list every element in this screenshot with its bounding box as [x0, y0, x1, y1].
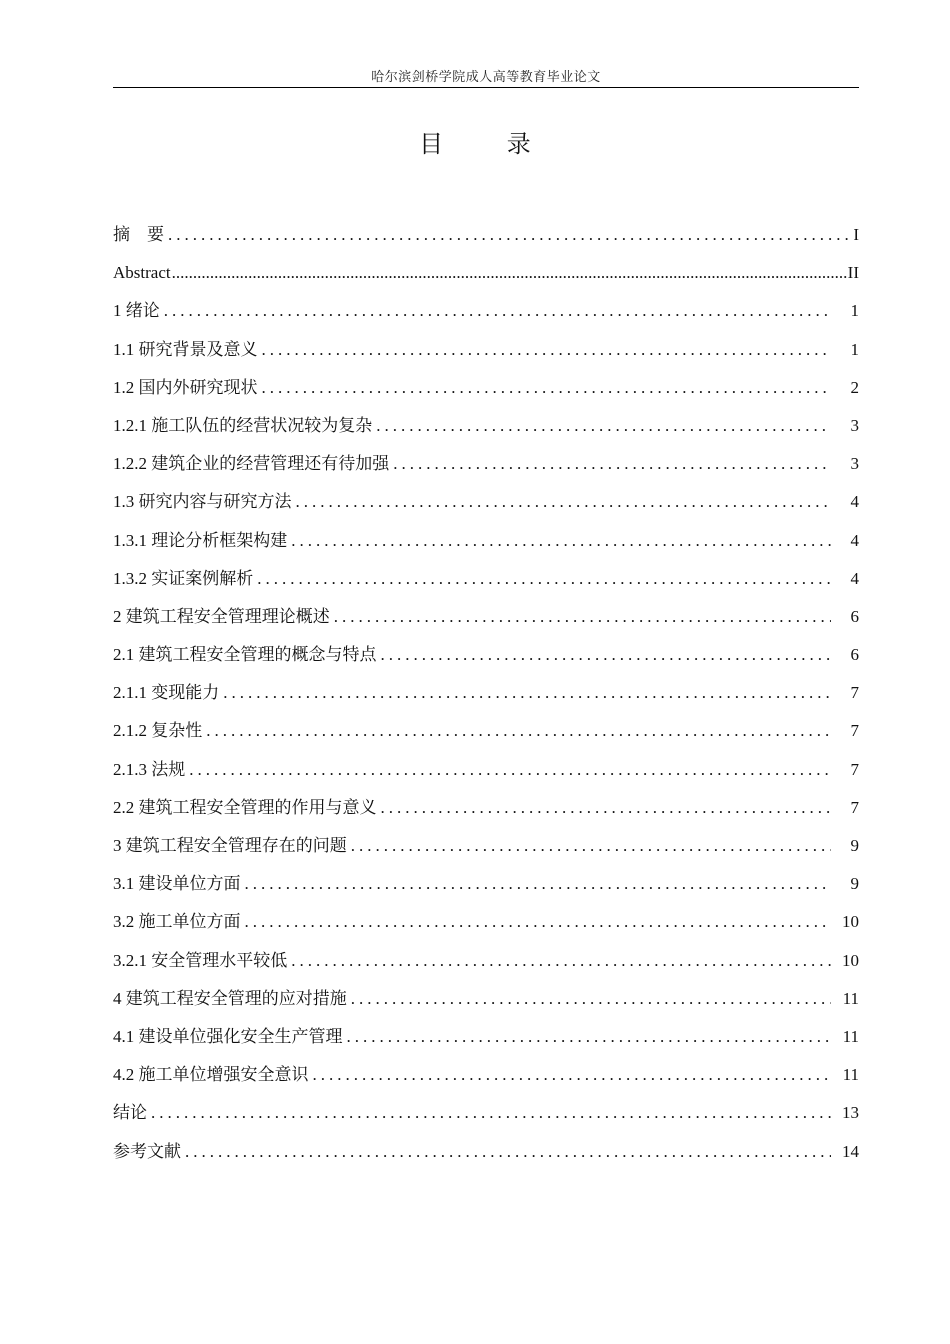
- toc-entry[interactable]: [113, 331, 859, 369]
- toc-entry[interactable]: [113, 483, 859, 521]
- toc-dot-leader: [351, 980, 831, 1018]
- toc-entry-label: 4.1 建设单位强化安全生产管理: [113, 1026, 343, 1046]
- toc-entry-label: 3 建筑工程安全管理存在的问题: [113, 836, 347, 855]
- toc-dot-leader: [223, 674, 831, 712]
- toc-entry-page: 13: [842, 1103, 859, 1123]
- toc-dot-leader: [381, 789, 832, 827]
- toc-dot-leader: [381, 636, 832, 674]
- toc-entry-page: 9: [850, 874, 859, 894]
- toc-dot-leader: [347, 1018, 832, 1056]
- toc-entry-label: 摘 要: [113, 225, 164, 244]
- toc-entry-page: 1: [850, 301, 859, 321]
- toc-entry[interactable]: [113, 903, 859, 941]
- toc-entry[interactable]: [113, 1018, 859, 1056]
- toc-entry[interactable]: [113, 445, 859, 483]
- toc-entry-label: 3.1 建设单位方面: [113, 874, 241, 894]
- toc-dot-leader: [291, 942, 831, 980]
- toc-entry-label: 1.2 国内外研究现状: [113, 377, 258, 397]
- toc-entry-page: 11: [842, 988, 859, 1008]
- toc-entry-label: 4.2 施工单位增强安全意识: [113, 1065, 309, 1085]
- toc-entry[interactable]: [113, 1133, 859, 1171]
- toc-entry-page: I: [853, 225, 859, 244]
- toc-entry-page: II: [847, 263, 859, 283]
- table-of-contents: [113, 216, 859, 1171]
- toc-entry[interactable]: [113, 560, 859, 598]
- toc-entry-label: 1.3.2 实证案例解析: [113, 568, 254, 588]
- toc-entry-page: 6: [850, 645, 859, 665]
- toc-dot-leader: [291, 522, 831, 560]
- toc-entry-label: 结论: [113, 1103, 147, 1123]
- toc-entry[interactable]: [113, 865, 859, 903]
- toc-entry[interactable]: [113, 980, 859, 1018]
- toc-entry-label: 2.1 建筑工程安全管理的概念与特点: [113, 645, 377, 665]
- toc-entry[interactable]: [113, 522, 859, 560]
- toc-entry-page: 4: [850, 492, 859, 512]
- toc-entry[interactable]: [113, 216, 859, 254]
- toc-entry-page: 4: [850, 530, 859, 550]
- toc-entry-label: 2.1.3 法规: [113, 759, 186, 779]
- toc-entry-label: 2.2 建筑工程安全管理的作用与意义: [113, 797, 377, 817]
- toc-entry-page: 11: [842, 1065, 859, 1085]
- toc-dot-leader: [262, 331, 832, 369]
- running-header: 哈尔滨剑桥学院成人高等教育毕业论文: [371, 69, 601, 84]
- page-title: 目 录: [419, 130, 559, 158]
- toc-entry-label: 1.3.1 理论分析框架构建: [113, 530, 288, 550]
- toc-entry-page: 7: [850, 721, 859, 741]
- toc-entry[interactable]: [113, 1056, 859, 1094]
- toc-entry[interactable]: [113, 751, 859, 789]
- toc-dot-leader: [296, 483, 832, 521]
- toc-entry-page: 7: [850, 683, 859, 703]
- toc-entry-label: 2.1.2 复杂性: [113, 721, 203, 741]
- toc-entry-page: 10: [842, 912, 859, 932]
- toc-dot-leader: [172, 254, 847, 292]
- toc-dot-leader: [262, 369, 832, 407]
- toc-dot-leader: [376, 407, 831, 445]
- toc-entry-label: 2 建筑工程安全管理理论概述: [113, 606, 330, 626]
- toc-entry-page: 6: [850, 606, 859, 626]
- header-rule: [113, 87, 859, 88]
- toc-entry[interactable]: [113, 712, 859, 750]
- toc-entry[interactable]: [113, 407, 859, 445]
- toc-entry[interactable]: [113, 254, 859, 292]
- toc-entry[interactable]: [113, 636, 859, 674]
- toc-entry-page: 10: [842, 950, 859, 970]
- toc-dot-leader: [313, 1056, 832, 1094]
- toc-entry[interactable]: [113, 789, 859, 827]
- toc-dot-leader: [334, 598, 831, 636]
- toc-entry[interactable]: [113, 1094, 859, 1132]
- toc-dot-leader: [189, 751, 831, 789]
- toc-entry-label: 3.2.1 安全管理水平较低: [113, 950, 288, 970]
- toc-entry-label: 参考文献: [113, 1141, 181, 1161]
- toc-dot-leader: [393, 445, 831, 483]
- toc-entry-page: 7: [850, 797, 859, 817]
- toc-entry-label: 1 绪论: [113, 301, 160, 321]
- toc-dot-leader: [151, 1094, 831, 1132]
- toc-entry-page: 1: [850, 339, 859, 359]
- toc-dot-leader: [168, 216, 849, 254]
- toc-dot-leader: [257, 560, 831, 598]
- toc-dot-leader: [245, 865, 832, 903]
- toc-entry-page: 2: [850, 377, 859, 397]
- toc-entry-page: 3: [850, 415, 859, 435]
- toc-entry-page: 14: [842, 1141, 859, 1161]
- toc-dot-leader: [206, 712, 831, 750]
- toc-entry[interactable]: [113, 674, 859, 712]
- toc-entry-page: 11: [842, 1026, 859, 1046]
- toc-entry-label: 1.3 研究内容与研究方法: [113, 492, 292, 512]
- toc-entry[interactable]: [113, 827, 859, 865]
- toc-dot-leader: [185, 1133, 831, 1171]
- toc-entry[interactable]: [113, 598, 859, 636]
- toc-entry-label: 1.1 研究背景及意义: [113, 339, 258, 359]
- toc-dot-leader: [245, 903, 832, 941]
- toc-entry-page: 4: [850, 568, 859, 588]
- toc-entry-page: 7: [850, 759, 859, 779]
- toc-entry-label: 2.1.1 变现能力: [113, 683, 220, 703]
- toc-dot-leader: [351, 827, 831, 865]
- toc-entry-page: 3: [850, 454, 859, 474]
- toc-entry[interactable]: [113, 292, 859, 330]
- toc-entry-label: 1.2.1 施工队伍的经营状况较为复杂: [113, 415, 373, 435]
- toc-entry-label: 4 建筑工程安全管理的应对措施: [113, 988, 347, 1008]
- toc-entry-page: 9: [850, 836, 859, 855]
- toc-entry-label: 1.2.2 建筑企业的经营管理还有待加强: [113, 454, 390, 474]
- toc-entry-label: 3.2 施工单位方面: [113, 912, 241, 932]
- toc-entry-label: Abstract: [113, 263, 171, 283]
- toc-dot-leader: [164, 292, 831, 330]
- toc-entry[interactable]: [113, 942, 859, 980]
- toc-entry[interactable]: [113, 369, 859, 407]
